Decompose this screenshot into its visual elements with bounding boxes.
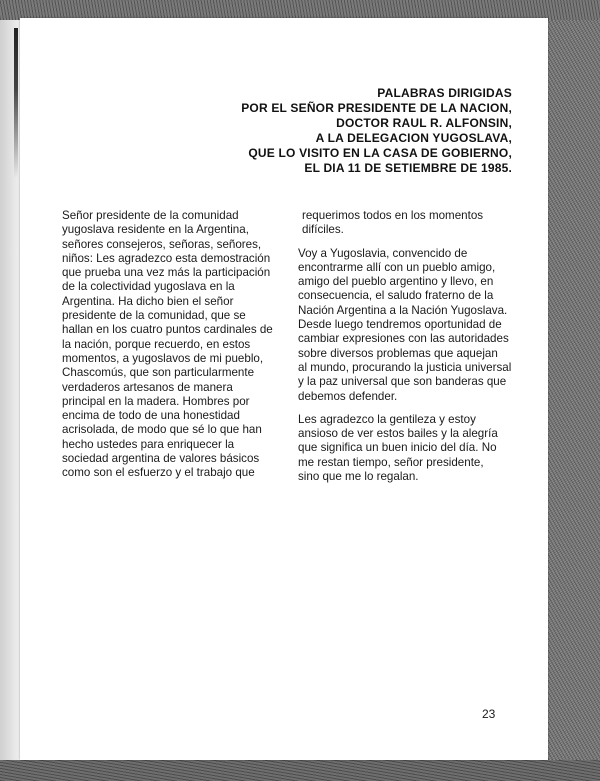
heading-line: DOCTOR RAUL R. ALFONSIN,	[336, 116, 512, 130]
text-line: sino que me lo regalan.	[298, 470, 419, 484]
scan-right-shadow	[540, 0, 600, 781]
page-number: 23	[482, 707, 496, 721]
text-line: amigo del pueblo argentino y llevo, en	[298, 275, 494, 289]
text-line: encontrarme allí con un pueblo amigo,	[298, 260, 496, 274]
text-line: señores consejeros, señoras, señores,	[62, 237, 262, 251]
right-text-column	[298, 209, 528, 493]
text-line: sociedad argentina de valores básicos	[62, 452, 260, 466]
body-paragraph	[62, 209, 294, 481]
text-line: consecuencia, el saludo fraterno de la	[298, 289, 494, 303]
text-line: requerimos todos en los momentos	[302, 209, 484, 222]
binding-mark	[14, 28, 18, 178]
heading-line: POR EL SEÑOR PRESIDENTE DE LA NACION,	[241, 101, 512, 115]
text-line: niños: Les agradezco esta demostración	[62, 251, 271, 265]
text-line: Les agradezco la gentileza y estoy	[298, 412, 476, 426]
text-line: Voy a Yugoslavia, convencido de	[298, 246, 468, 260]
text-line: yugoslava residente en la Argentina,	[62, 223, 249, 237]
text-line: Desde luego tendremos oportunidad de	[298, 318, 502, 332]
text-line: hallan en los cuatro puntos cardinales de	[62, 323, 273, 337]
text-line: momentos, a yugoslavos de mi pueblo,	[62, 351, 264, 365]
text-line: que prueba una vez más la participación	[62, 266, 271, 280]
heading-line: QUE LO VISITO EN LA CASA DE GOBIERNO,	[248, 146, 512, 160]
speech-heading	[241, 86, 512, 176]
text-line: que significa un buen inicio del día. No	[298, 441, 497, 455]
scan-top-shadow	[0, 0, 600, 20]
text-line: difíciles.	[302, 223, 344, 237]
text-line: debemos defender.	[298, 389, 398, 403]
text-line: Chascomús, que son particularmente	[62, 366, 255, 380]
scan-bottom-shadow	[0, 760, 600, 781]
left-text-column	[62, 209, 294, 490]
text-line: Nación Argentina a la Nación Yugoslava.	[298, 303, 508, 317]
text-line: sobre diversos problemas que aquejan	[298, 346, 498, 360]
heading-line: EL DIA 11 DE SETIEMBRE DE 1985.	[304, 161, 512, 175]
text-line: cambiar expresiones con las autoridades	[298, 332, 509, 346]
text-line: acrisolada, de modo que sé lo que han	[62, 423, 262, 437]
text-line: Argentina. Ha dicho bien el señor	[62, 294, 234, 308]
body-paragraph	[298, 209, 528, 238]
text-line: al mundo, procurando la justicia universal	[298, 360, 512, 374]
body-paragraph	[298, 413, 528, 484]
text-line: encima de todo de una honestidad	[62, 409, 240, 423]
body-paragraph	[298, 247, 528, 404]
text-line: y la paz universal que son banderas que	[298, 375, 507, 389]
text-line: me restan tiempo, señor presidente,	[298, 455, 484, 469]
text-line: Señor presidente de la comunidad	[62, 209, 239, 222]
text-line: presidente de la comunidad, que se	[62, 309, 246, 323]
heading-line: PALABRAS DIRIGIDAS	[377, 86, 512, 100]
text-line: verdaderos artesanos de manera	[62, 380, 233, 394]
text-line: principal en la madera. Hombres por	[62, 394, 250, 408]
heading-line: A LA DELEGACION YUGOSLAVA,	[315, 131, 512, 145]
text-line: la nación, porque recuerdo, en estos	[62, 337, 251, 351]
text-line: como son el esfuerzo y el trabajo que	[62, 466, 255, 480]
text-line: hecho ustedes para enriquecer la	[62, 437, 235, 451]
page-left-edge	[0, 20, 22, 760]
text-line: de la colectividad yugoslava en la	[62, 280, 235, 294]
text-line: ansioso de ver estos bailes y la alegría	[298, 427, 498, 441]
